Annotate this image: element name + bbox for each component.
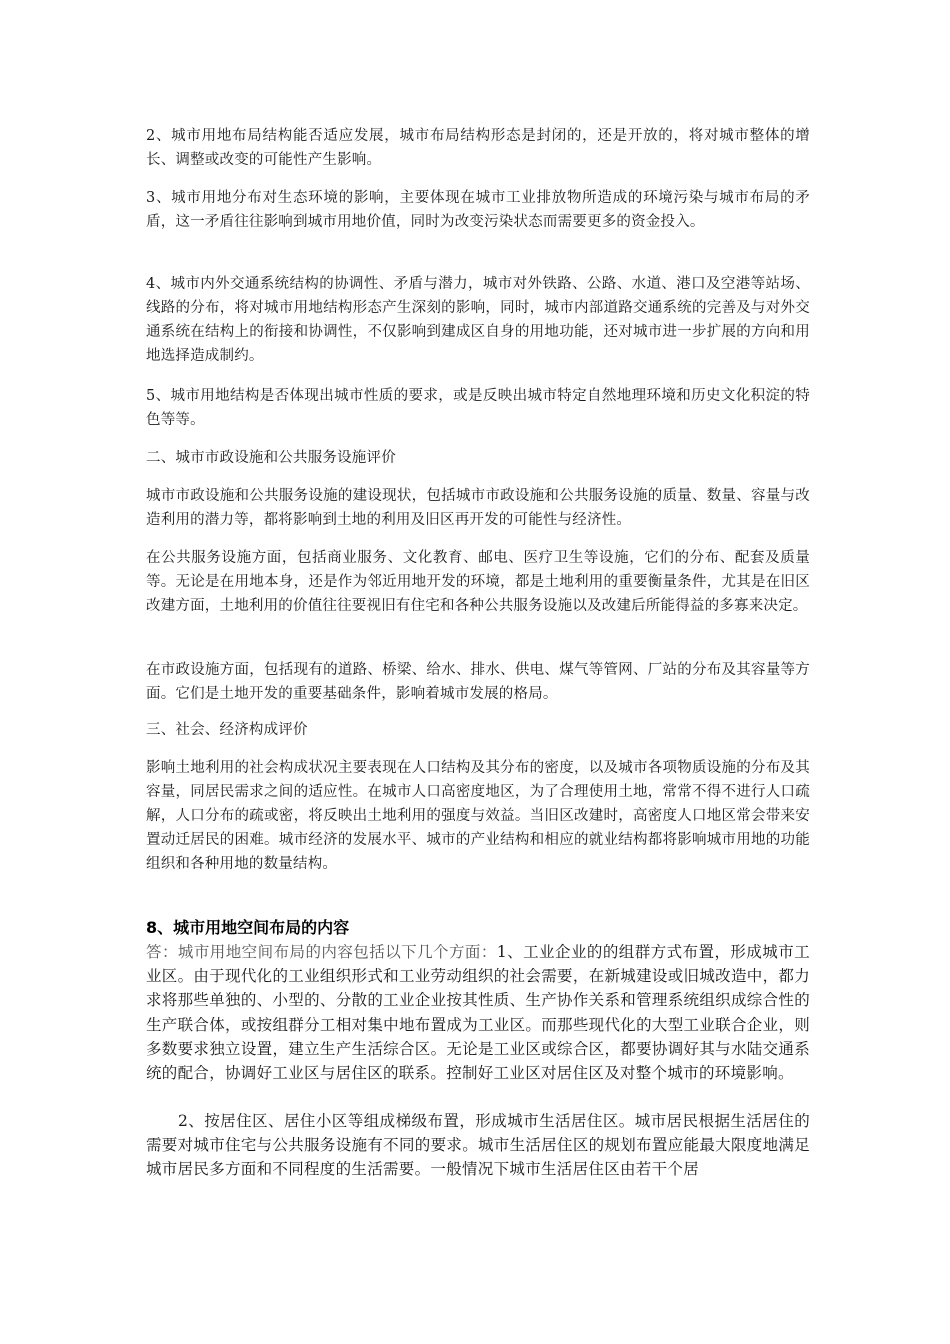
paragraph-public-services: 在公共服务设施方面，包括商业服务、文化教育、邮电、医疗卫生等设施，它们的分布、配套及质量等。无论是在用地本身，还是作为邻近用地开发的环境，都是土地利用的重要衡量条件，尤其是在旧区改建方面，土地利用的价值往往要视旧有住宅和各种公共服务设施以及改建后所能得益的多寡来决定。 [146, 550, 810, 614]
paragraph-municipal-facilities: 在市政设施方面，包括现有的道路、桥梁、给水、排水、供电、煤气等管网、厂站的分布及其容量等方面。它们是土地开发的重要基础条件，影响着城市发展的格局。 [146, 662, 810, 702]
paragraph-municipal-overview: 城市市政设施和公共服务设施的建设现状，包括城市市政设施和公共服务设施的质量、数量、容量与改造利用的潜力等，都将影响到土地的利用及旧区再开发的可能性与经济性。 [146, 488, 810, 528]
paragraph-ecology: 3、城市用地分布对生态环境的影响，主要体现在城市工业排放物所造成的环境污染与城市布局的矛盾，这一矛盾往往影响到城市用地价值，同时为改变污染状态而需要更多的资金投入。 [146, 190, 810, 230]
answer-item-residential: 2、按居住区、居住小区等组成梯级布置，形成城市生活居住区。城市居民根据生活居住的需要对城市住宅与公共服务设施有不同的要求。城市生活居住区的规划布置应能最大限度地满足城市居民多方面和不同程度的生活需要。一般情况下城市生活居住区由若干个居 [146, 1112, 810, 1179]
answer-lead: 答：城市用地空间布局的内容包括以下几个方面： [146, 943, 497, 961]
section-heading-social-economic: 三、社会、经济构成评价 [146, 722, 308, 738]
section-heading-municipal: 二、城市市政设施和公共服务设施评价 [146, 450, 396, 466]
paragraph-layout-structure: 2、城市用地布局结构能否适应发展，城市布局结构形态是封闭的，还是开放的，将对城市整体的增长、调整或改变的可能性产生影响。 [146, 128, 810, 168]
paragraph-transport: 4、城市内外交通系统结构的协调性、矛盾与潜力，城市对外铁路、公路、水道、港口及空港等站场、线路的分布，将对城市用地结构形态产生深刻的影响，同时，城市内部道路交通系统的完善及与对外交通系统在结构上的衔接和协调性，不仅影响到建成区自身的用地功能，还对城市进一步扩展的方向和用地选择造成制约。 [146, 276, 810, 364]
section-8-title: 8、城市用地空间布局的内容 [146, 918, 350, 937]
answer-item-industrial: 1、工业企业的的组群方式布置，形成城市工业区。由于现代化的工业组织形式和工业劳动组织的社会需要，在新城建设或旧城改造中，都力求将那些单独的、小型的、分散的工业企业按其性质、生产协作关系和管理系统组织成综合性的生产联合体，或按组群分工相对集中地布置成为工业区。而那些现代化的大型工业联合企业，则多数要求独立设置，建立生产生活综合区。无论是工业区或综合区，都要协调好其与水陆交通系统的配合，协调好工业区与居住区的联系。控制好工业区对居住区及对整个城市的环境影响。 [146, 943, 810, 1083]
paragraph-social-structure: 影响土地利用的社会构成状况主要表现在人口结构及其分布的密度，以及城市各项物质设施的分布及其容量，同居民需求之间的适应性。在城市人口高密度地区，为了合理使用土地，常常不得不进行人口疏解，人口分布的疏或密，将反映出土地利用的强度与效益。当旧区改建时，高密度人口地区常会带来安置动迁居民的困难。城市经济的发展水平、城市的产业结构和相应的就业结构都将影响城市用地的功能组织和各种用地的数量结构。 [146, 760, 810, 872]
paragraph-city-character: 5、城市用地结构是否体现出城市性质的要求，或是反映出城市特定自然地理环境和历史文化积淀的特色等等。 [146, 388, 810, 428]
section-8-answer [146, 940, 810, 1085]
